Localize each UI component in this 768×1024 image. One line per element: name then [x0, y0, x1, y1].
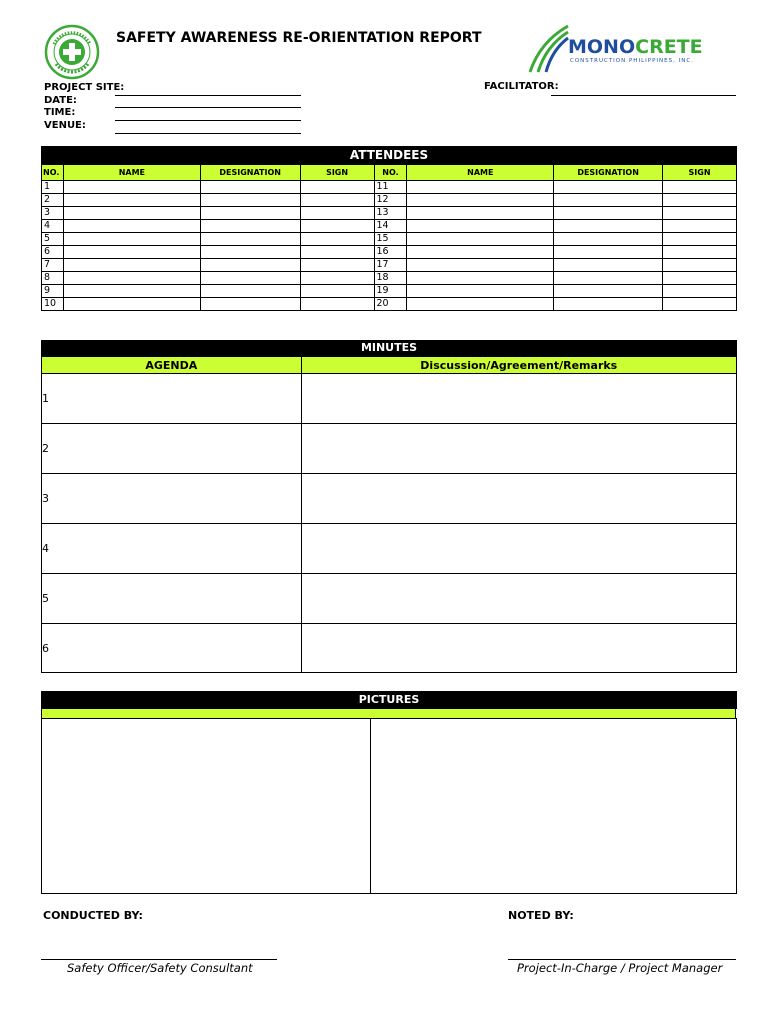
- attendee-number: 5: [42, 233, 64, 246]
- picture-slot-right[interactable]: [370, 718, 737, 894]
- attendee-sign-cell[interactable]: [300, 246, 374, 259]
- attendee-number: 9: [42, 285, 64, 298]
- minutes-table: [41, 356, 737, 673]
- attendee-number: 7: [42, 259, 64, 272]
- discussion-cell[interactable]: [301, 474, 736, 524]
- attendee-number: 18: [374, 272, 407, 285]
- table-row: [42, 181, 737, 194]
- attendee-number: 17: [374, 259, 407, 272]
- noted-signature-line[interactable]: [508, 959, 736, 960]
- date-label: DATE:: [44, 95, 77, 106]
- attendee-designation-cell[interactable]: [200, 259, 300, 272]
- attendee-designation-cell[interactable]: [200, 272, 300, 285]
- agenda-header: AGENDA: [42, 357, 302, 374]
- attendee-number: 20: [374, 298, 407, 311]
- attendee-designation-cell[interactable]: [200, 285, 300, 298]
- attendee-sign-cell[interactable]: [663, 207, 737, 220]
- brand-crete: CRETE: [635, 36, 703, 58]
- attendee-designation-cell[interactable]: [554, 194, 663, 207]
- agenda-item-cell[interactable]: 3: [42, 474, 302, 524]
- attendee-sign-cell[interactable]: [300, 233, 374, 246]
- safety-officer-role: Safety Officer/Safety Consultant: [67, 961, 253, 975]
- minutes-title: MINUTES: [360, 341, 418, 354]
- table-row: [42, 424, 737, 474]
- attendee-number: 11: [374, 181, 407, 194]
- attendee-designation-cell[interactable]: [200, 220, 300, 233]
- table-row: [42, 298, 737, 311]
- attendee-number: 19: [374, 285, 407, 298]
- table-row: [42, 285, 737, 298]
- attendee-name-cell[interactable]: [63, 220, 200, 233]
- attendee-number: 4: [42, 220, 64, 233]
- agenda-item-cell[interactable]: 5: [42, 574, 302, 624]
- table-row: [42, 524, 737, 574]
- attendee-sign-cell[interactable]: [663, 298, 737, 311]
- col-sign-right: SIGN: [663, 165, 737, 181]
- col-designation-right: DESIGNATION: [554, 165, 663, 181]
- attendee-sign-cell[interactable]: [300, 259, 374, 272]
- table-row: [42, 374, 737, 424]
- table-row: [42, 246, 737, 259]
- minutes-title-bar: [41, 340, 737, 356]
- table-row: [42, 624, 737, 673]
- attendee-number: 10: [42, 298, 64, 311]
- venue-line[interactable]: [115, 133, 301, 134]
- attendee-name-cell[interactable]: [407, 233, 554, 246]
- attendee-name-cell[interactable]: [63, 194, 200, 207]
- col-designation-left: DESIGNATION: [200, 165, 300, 181]
- minutes-header-row: [42, 357, 737, 374]
- attendee-sign-cell[interactable]: [663, 194, 737, 207]
- attendee-name-cell[interactable]: [63, 298, 200, 311]
- attendee-name-cell[interactable]: [63, 181, 200, 194]
- attendee-number: 8: [42, 272, 64, 285]
- attendee-name-cell[interactable]: [407, 285, 554, 298]
- attendee-sign-cell[interactable]: [300, 298, 374, 311]
- discussion-cell[interactable]: [301, 424, 736, 474]
- attendee-name-cell[interactable]: [63, 246, 200, 259]
- attendee-name-cell[interactable]: [407, 298, 554, 311]
- col-no-right: NO.: [374, 165, 407, 181]
- attendee-number: 2: [42, 194, 64, 207]
- discussion-cell[interactable]: [301, 524, 736, 574]
- attendee-number: 13: [374, 207, 407, 220]
- agenda-item-cell[interactable]: 6: [42, 624, 302, 673]
- attendee-number: 3: [42, 207, 64, 220]
- attendee-number: 6: [42, 246, 64, 259]
- attendee-sign-cell[interactable]: [300, 194, 374, 207]
- attendee-sign-cell[interactable]: [300, 220, 374, 233]
- attendee-designation-cell[interactable]: [554, 181, 663, 194]
- attendee-sign-cell[interactable]: [663, 246, 737, 259]
- attendees-table: [41, 164, 737, 311]
- discussion-cell[interactable]: [301, 574, 736, 624]
- attendee-designation-cell[interactable]: [200, 194, 300, 207]
- attendee-number: 1: [42, 181, 64, 194]
- attendee-sign-cell[interactable]: [300, 285, 374, 298]
- table-row: [42, 220, 737, 233]
- attendee-number: 16: [374, 246, 407, 259]
- facilitator-label: FACILITATOR:: [484, 81, 559, 92]
- attendee-name-cell[interactable]: [407, 220, 554, 233]
- agenda-item-cell[interactable]: 1: [42, 374, 302, 424]
- project-manager-role: Project-In-Charge / Project Manager: [517, 961, 723, 975]
- table-row: [42, 574, 737, 624]
- attendee-designation-cell[interactable]: [554, 285, 663, 298]
- col-name-left: NAME: [63, 165, 200, 181]
- attendee-designation-cell[interactable]: [554, 272, 663, 285]
- table-row: [42, 194, 737, 207]
- attendee-number: 14: [374, 220, 407, 233]
- project-site-label: PROJECT SITE:: [44, 82, 125, 93]
- attendee-designation-cell[interactable]: [554, 207, 663, 220]
- col-no-left: NO.: [42, 165, 64, 181]
- project-site-line[interactable]: [115, 95, 301, 96]
- attendee-name-cell[interactable]: [407, 194, 554, 207]
- facilitator-line[interactable]: [551, 95, 736, 96]
- pictures-title: PICTURES: [358, 693, 420, 706]
- attendee-sign-cell[interactable]: [663, 181, 737, 194]
- pictures-title-bar: [41, 691, 737, 709]
- monocrete-logo: [526, 24, 726, 74]
- attendee-name-cell[interactable]: [407, 259, 554, 272]
- attendee-designation-cell[interactable]: [200, 233, 300, 246]
- attendee-designation-cell[interactable]: [554, 233, 663, 246]
- attendee-designation-cell[interactable]: [200, 246, 300, 259]
- table-row: [42, 272, 737, 285]
- attendees-title: ATTENDEES: [349, 148, 429, 162]
- agenda-item-cell[interactable]: 2: [42, 424, 302, 474]
- conducted-by-label: CONDUCTED BY:: [43, 909, 143, 922]
- attendee-sign-cell[interactable]: [663, 233, 737, 246]
- attendee-sign-cell[interactable]: [663, 220, 737, 233]
- attendee-designation-cell[interactable]: [200, 207, 300, 220]
- col-name-right: NAME: [407, 165, 554, 181]
- noted-by-label: NOTED BY:: [508, 909, 574, 922]
- attendees-title-bar: [41, 146, 737, 164]
- attendee-designation-cell[interactable]: [200, 298, 300, 311]
- attendee-name-cell[interactable]: [63, 207, 200, 220]
- attendee-name-cell[interactable]: [63, 285, 200, 298]
- table-row: [42, 259, 737, 272]
- report-title: SAFETY AWARENESS RE-ORIENTATION REPORT: [116, 30, 482, 46]
- attendee-designation-cell[interactable]: [554, 298, 663, 311]
- attendee-sign-cell[interactable]: [300, 272, 374, 285]
- time-line[interactable]: [115, 120, 301, 121]
- attendees-header-row: [42, 165, 737, 181]
- attendee-sign-cell[interactable]: [663, 259, 737, 272]
- brand-subtitle: CONSTRUCTION PHILIPPINES, INC.: [570, 58, 694, 64]
- discussion-header: Discussion/Agreement/Remarks: [301, 357, 736, 374]
- attendee-designation-cell[interactable]: [554, 259, 663, 272]
- attendee-name-cell[interactable]: [63, 233, 200, 246]
- attendee-name-cell[interactable]: [407, 246, 554, 259]
- table-row: [42, 207, 737, 220]
- attendee-name-cell[interactable]: [407, 181, 554, 194]
- table-row: [42, 474, 737, 524]
- attendee-number: 12: [374, 194, 407, 207]
- attendee-name-cell[interactable]: [407, 207, 554, 220]
- attendee-number: 15: [374, 233, 407, 246]
- time-label: TIME:: [44, 107, 76, 118]
- attendee-sign-cell[interactable]: [300, 181, 374, 194]
- attendee-name-cell[interactable]: [63, 259, 200, 272]
- attendee-sign-cell[interactable]: [300, 207, 374, 220]
- discussion-cell[interactable]: [301, 374, 736, 424]
- safety-seal-logo: [44, 24, 100, 80]
- attendee-sign-cell[interactable]: [663, 272, 737, 285]
- pictures-accent-bar: [41, 709, 736, 718]
- attendee-sign-cell[interactable]: [663, 285, 737, 298]
- venue-label: VENUE:: [44, 120, 86, 131]
- attendee-name-cell[interactable]: [63, 272, 200, 285]
- table-row: [42, 233, 737, 246]
- brand-mono: MONO: [568, 36, 636, 58]
- swoosh-icon: [526, 24, 570, 74]
- attendee-designation-cell[interactable]: [554, 246, 663, 259]
- attendee-name-cell[interactable]: [407, 272, 554, 285]
- conducted-signature-line[interactable]: [41, 959, 277, 960]
- col-sign-left: SIGN: [300, 165, 374, 181]
- date-line[interactable]: [115, 107, 301, 108]
- picture-slot-left[interactable]: [41, 718, 371, 894]
- discussion-cell[interactable]: [301, 624, 736, 673]
- agenda-item-cell[interactable]: 4: [42, 524, 302, 574]
- attendee-designation-cell[interactable]: [554, 220, 663, 233]
- attendee-designation-cell[interactable]: [200, 181, 300, 194]
